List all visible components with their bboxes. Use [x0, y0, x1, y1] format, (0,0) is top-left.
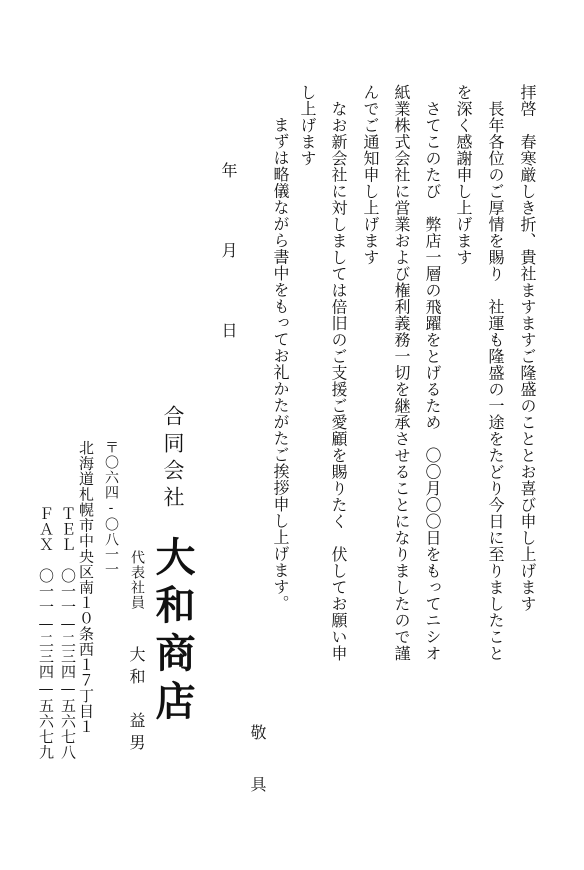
date-month: 月 [219, 242, 238, 259]
letter-line-4: さてこのたび 弊店一層の飛躍をとげるため 〇〇月〇〇日をもってニシオ [423, 84, 442, 662]
closing: 敬 具 [248, 724, 267, 802]
letter-line-7: なお新会社に対しましては倍旧のご支援ご愛顧を賜りたく 伏してお願い申 [329, 84, 348, 662]
fax-number: ＦＡＸ 〇一一—二三四—五六七九 [37, 506, 55, 760]
letter-line-8: し上げます [298, 84, 317, 167]
letter-line-6: んでご通知申し上げます [361, 84, 380, 266]
address: 北海道札幌市中央区南１０条西１７丁目１ [77, 440, 95, 735]
letter-line-5: 紙業株式会社に営業および権利義務一切を継承させることになりましたので謹 [392, 84, 411, 662]
tel-number: ＴＥＬ 〇一一—二三四—五六七八 [59, 506, 77, 760]
letter-line-3: を深く感謝申し上げます [454, 84, 473, 266]
rep-name: 大和 益男 [127, 646, 146, 756]
letter-line-2: 長年各位のご厚情を賜り 社運も隆盛の一途をたどり今日に至りましたこと [486, 84, 505, 662]
rep-title: 代表社員 [129, 550, 145, 610]
company-type: 合同会社 [161, 405, 185, 513]
postal-code: 〒〇六四-〇八一一 [103, 440, 119, 577]
letter-line-9: まずは略儀ながら書中をもってお礼かたがたご挨拶申し上げます。 [271, 100, 290, 612]
date-day: 日 [219, 322, 238, 339]
letter-line-1: 拝啓 春寒厳しき折、貴社ますますご隆盛のこととお喜び申し上げます [518, 84, 537, 612]
date-year: 年 [219, 162, 238, 179]
company-name: 大和商店 [149, 536, 196, 728]
